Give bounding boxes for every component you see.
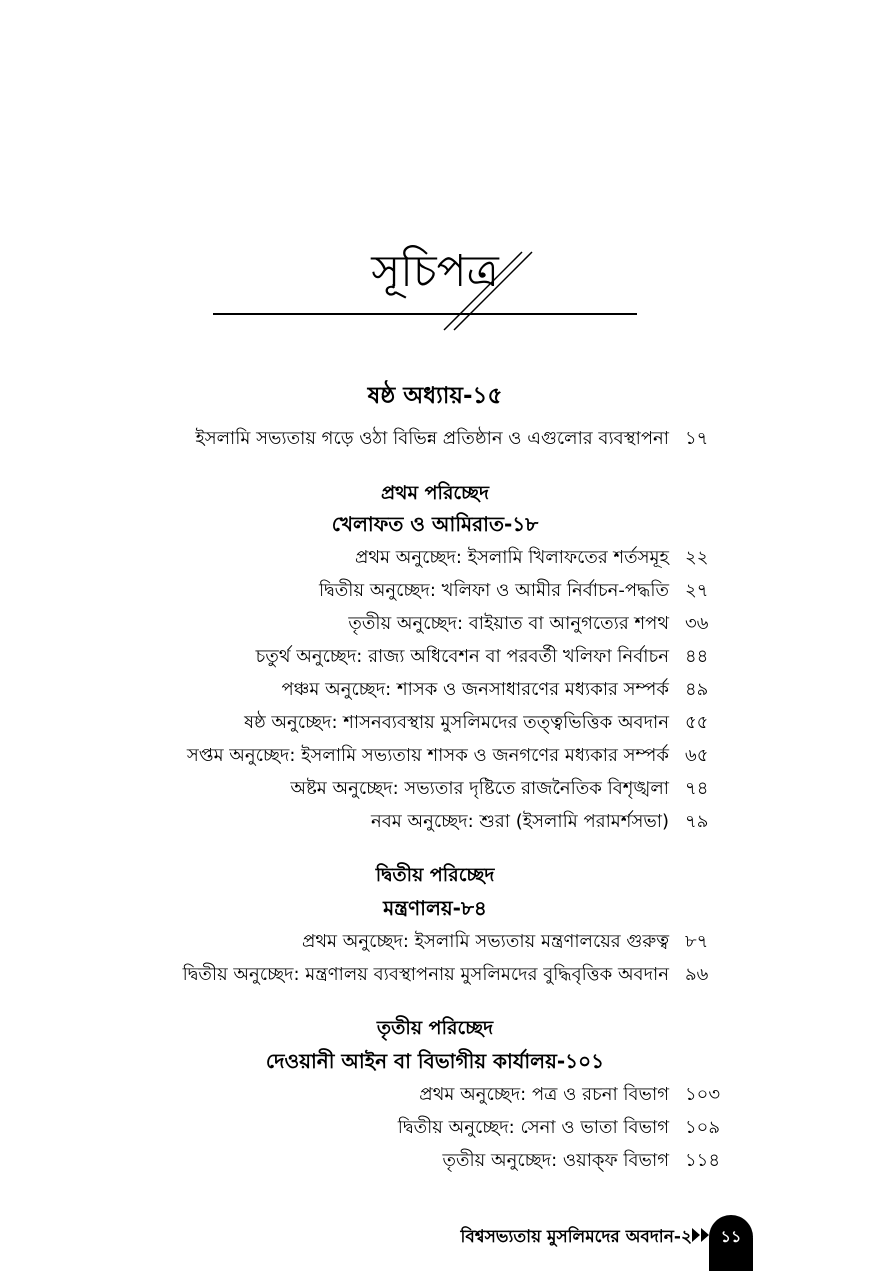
section-1-heading: খেলাফত ও আমিরাত-১৮ <box>331 512 539 536</box>
section-2-heading: মন্ত্রণালয়-৮৪ <box>383 896 487 920</box>
toc-entry-page: ৭৪ <box>685 778 709 799</box>
toc-entry-title: তৃতীয় অনুচ্ছেদ: বাইয়াত বা আনুগত্যের শপথ <box>348 613 669 634</box>
toc-entry <box>0 927 725 958</box>
section-3-heading: দেওয়ানী আইন বা বিভাগীয় কার্যালয়-১০১ <box>265 1049 605 1073</box>
toc-entry-page: ৫৫ <box>685 712 709 733</box>
toc-entry-page: ৭৯ <box>685 811 709 832</box>
toc-entry-title: ইসলামি সভ্যতায় গড়ে ওঠা বিভিন্ন প্রতিষ্ঠান ও এগুলোর ব্যবস্থাপনা <box>195 428 669 449</box>
toc-entry-page: ৬৫ <box>685 745 709 766</box>
toc-entry-page: ৮৭ <box>685 931 709 952</box>
toc-entry <box>0 1080 725 1111</box>
page-title: সূচিপত্র <box>371 246 499 297</box>
toc-entry-title: দ্বিতীয় অনুচ্ছেদ: সেনা ও ভাতা বিভাগ <box>397 1117 669 1138</box>
toc-entry-title: অষ্টম অনুচ্ছেদ: সভ্যতার দৃষ্টিতে রাজনৈতিক বিশৃঙ্খলা <box>290 778 669 799</box>
title-slash-decoration <box>430 248 550 338</box>
toc-entry <box>0 774 725 805</box>
toc-entry-intro <box>0 424 725 455</box>
toc-entry-page: ৪৯ <box>685 679 709 700</box>
toc-entry-page: ৪৪ <box>685 646 709 667</box>
toc-entry <box>0 708 725 739</box>
toc-entry <box>0 642 725 673</box>
section-3-part: তৃতীয় পরিচ্ছেদ <box>376 1017 494 1039</box>
section-1-part: প্রথম পরিচ্ছেদ <box>380 482 490 504</box>
toc-entry-page: ১০৯ <box>685 1117 721 1138</box>
toc-entry-page: ৩৬ <box>685 613 709 634</box>
double-arrow-icon <box>692 1228 710 1242</box>
toc-entry-title: প্রথম অনুচ্ছেদ: ইসলামি খিলাফতের শর্তসমূহ <box>354 547 669 568</box>
toc-entry-page: ২২ <box>685 547 709 568</box>
toc-entry-title: চতুর্থ অনুচ্ছেদ: রাজ্য অধিবেশন বা পরবর্তী খলিফা নির্বাচন <box>255 646 669 667</box>
toc-entry-title: দ্বিতীয় অনুচ্ছেদ: খলিফা ও আমীর নির্বাচন-পদ্ধতি <box>318 580 669 601</box>
footer-book-title: বিশ্বসভ্যতায় মুসলিমদের অবদান-২ <box>460 1227 692 1247</box>
toc-entry <box>0 1113 725 1144</box>
toc-entry <box>0 543 725 574</box>
toc-entry <box>0 576 725 607</box>
toc-entry-page: ১১৪ <box>685 1150 721 1171</box>
toc-entry-title: পঞ্চম অনুচ্ছেদ: শাসক ও জনসাধারণের মধ্যকার সম্পর্ক <box>281 679 669 700</box>
toc-entry-title: নবম অনুচ্ছেদ: শুরা (ইসলামি পরামর্শসভা) <box>371 811 669 832</box>
title-underline <box>213 313 637 315</box>
toc-entry-page: ৯৬ <box>685 964 709 985</box>
toc-entry-page: ২৭ <box>685 580 709 601</box>
toc-entry-title: প্রথম অনুচ্ছেদ: পত্র ও রচনা বিভাগ <box>419 1084 669 1105</box>
section-2-part: দ্বিতীয় পরিচ্ছেদ <box>375 864 495 886</box>
toc-entry-title: ষষ্ঠ অনুচ্ছেদ: শাসনব্যবস্থায় মুসলিমদের তত্ত্বভিত্তিক অবদান <box>244 712 669 733</box>
page-number-badge: ১১ <box>709 1215 753 1259</box>
toc-entry <box>0 609 725 640</box>
toc-entry <box>0 1146 725 1177</box>
toc-entry-title: সপ্তম অনুচ্ছেদ: ইসলামি সভ্যতায় শাসক ও জনগণের মধ্যকার সম্পর্ক <box>186 745 669 766</box>
toc-entry-title: দ্বিতীয় অনুচ্ছেদ: মন্ত্রণালয় ব্যবস্থাপনায় মুসলিমদের বুদ্ধিবৃত্তিক অবদান <box>182 964 669 985</box>
toc-entry-title: প্রথম অনুচ্ছেদ: ইসলামি সভ্যতায় মন্ত্রণালয়ের গুরুত্ব <box>301 931 669 952</box>
toc-entry <box>0 807 725 838</box>
toc-entry <box>0 741 725 772</box>
toc-entry <box>0 675 725 706</box>
toc-entry-title: তৃতীয় অনুচ্ছেদ: ওয়াক্ফ বিভাগ <box>442 1150 669 1171</box>
toc-entry <box>0 960 725 991</box>
chapter-heading: ষষ্ঠ অধ্যায়-১৫ <box>367 383 503 409</box>
toc-entry-page: ১৭ <box>685 428 709 449</box>
toc-entry-page: ১০৩ <box>685 1084 721 1105</box>
